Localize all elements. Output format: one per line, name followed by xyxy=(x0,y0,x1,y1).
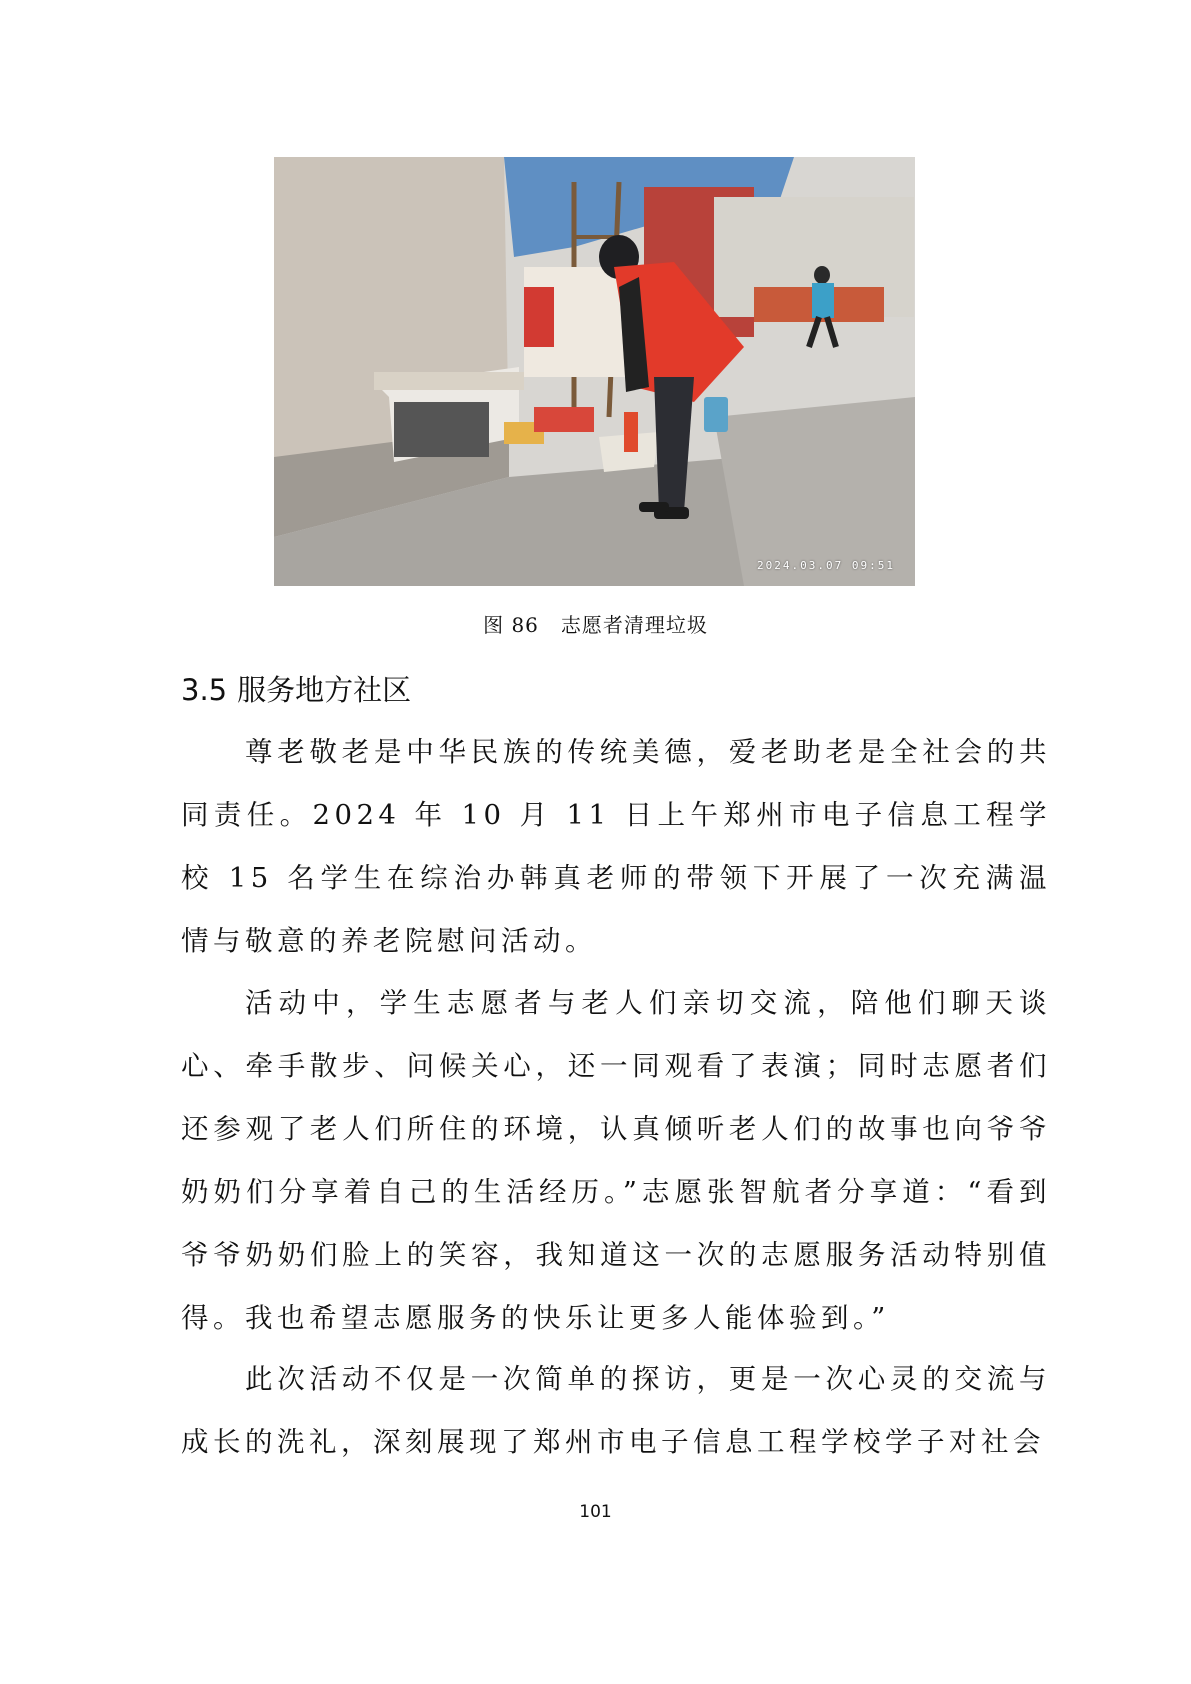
section-title: 服务地方社区 xyxy=(237,673,412,707)
section-heading xyxy=(181,668,411,709)
page-number: 101 xyxy=(579,1502,612,1522)
photo-timestamp: 2024.03.07 09:51 xyxy=(757,559,895,572)
figure-number: 图 86 xyxy=(483,613,539,637)
body-paragraph-3: 此次活动不仅是一次简单的探访，更是一次心灵的交流与成长的洗礼，深刻展现了郑州市电子信息工程学校学子对社会 xyxy=(181,1363,1051,1458)
body-paragraph-2: 活动中，学生志愿者与老人们亲切交流，陪他们聊天谈心、牵手散步、问候关心，还一同观看了表演；同时志愿者们还参观了老人们所住的环境，认真倾听老人们的故事也向爷爷奶奶们分享着自己的生活经历。”志愿张智航者分享道：“看到爷爷奶奶们脸上的笑容，我知道这一次的志愿服务活动特别值得。我也希望志愿服务的快乐让更多人能体验到。” xyxy=(181,987,1051,1334)
figure-caption xyxy=(0,609,1191,638)
body-paragraph-1: 尊老敬老是中华民族的传统美德，爱老助老是全社会的共同责任。2024 年 10 月 11 日上午郑州市电子信息工程学校 15 名学生在综治办韩真老师的带领下开展了一次充满温情与敬意的养老院慰问活动。 xyxy=(181,736,1051,957)
figure-caption-text: 志愿者清理垃圾 xyxy=(560,613,708,637)
section-number: 3.5 xyxy=(181,673,228,707)
volunteer-cleaning-photo xyxy=(274,157,915,586)
figure-photo xyxy=(274,157,915,586)
